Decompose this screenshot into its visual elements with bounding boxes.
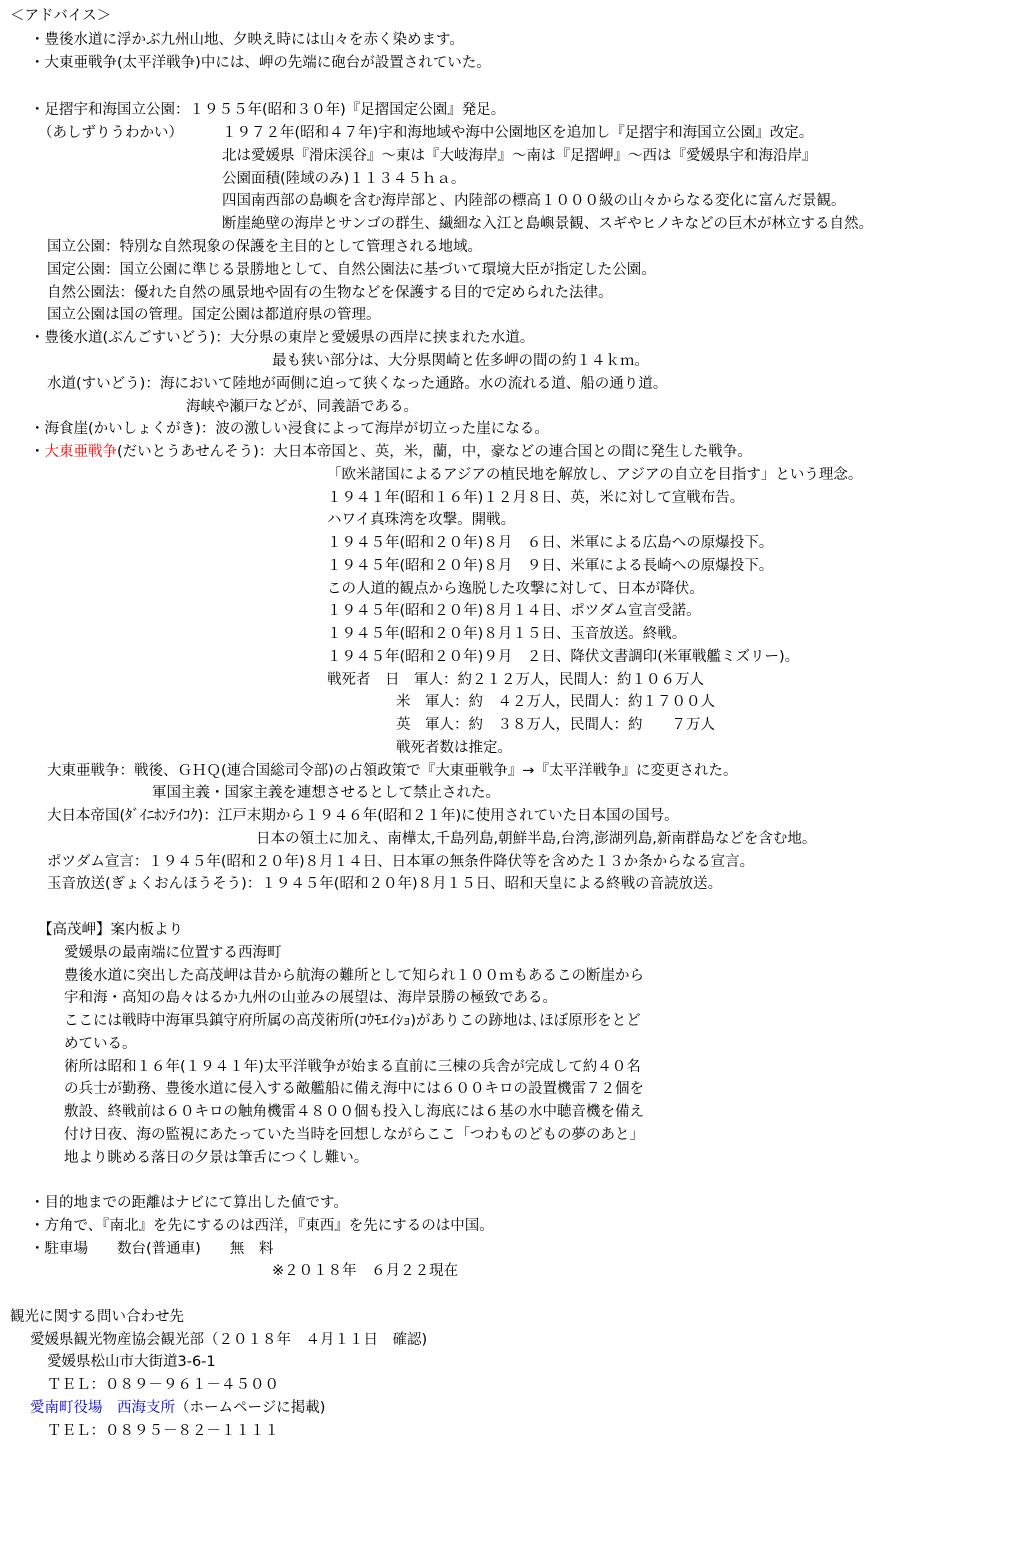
war-definition [30, 442, 752, 462]
def-empire-territory: 日本の領土に加え、南樺太,千島列島,朝鮮半島,台湾,澎湖列島,新南群島などを含む地。 [256, 831, 817, 847]
war-nagasaki: １９４５年(昭和２０年)８月 ９日、米軍による長崎への原爆投下。 [327, 558, 774, 574]
signboard-line: ここには戦時中海軍呉鎮守府所属の高茂術所(ｺｳﾓｴｲｼｮ)がありこの跡地は､ほぼ原形をとど [64, 1013, 641, 1029]
town-office-link[interactable]: 愛南町役場 西海支所 [30, 1400, 175, 1416]
def-potsdam: ポツダム宣言：１９４５年(昭和２０年)８月１４日、日本軍の無条件降伏等を含めた１３か条からなる宣言。 [47, 854, 755, 870]
casualties-us: 米 軍人：約 ４２万人，民間人：約１７００人 [396, 694, 715, 710]
signboard-line: 付け日夜、海の監視にあたっていた当時を回想しながらここ「つわものどもの夢のあと」 [64, 1127, 644, 1143]
war-surrender: この人道的観点から逸脱した攻撃に対して、日本が降伏。 [327, 581, 704, 597]
contact-town-office [30, 1398, 325, 1418]
signboard-line: めている。 [64, 1036, 137, 1052]
signboard-line: の兵士が勤務、豊後水道に侵入する敵艦船に備え海中には６００キロの設置機雷７２個を [64, 1081, 644, 1097]
def-suido: 水道(すいどう)：海において陸地が両側に迫って狭くなった通路。水の流れる道、船の通り道。 [47, 376, 668, 392]
park-area: 公園面積(陸域のみ)１１３４５ｈａ。 [222, 171, 466, 187]
def-gyokuon: 玉音放送(ぎょくおんほうそう)：１９４５年(昭和２０年)８月１５日、昭和天皇による終戦の音読放送。 [47, 876, 723, 892]
signboard-line: 地より眺める落日の夕景は筆舌につくし難い。 [64, 1150, 369, 1166]
signboard-heading: 【高茂岬】案内板より [38, 922, 183, 938]
def-suido-synonyms: 海峡や瀬戸などが、同義語である。 [186, 399, 418, 415]
town-office-note: （ホームページに掲載) [175, 1400, 326, 1416]
contact-address: 愛媛県松山市大街道3-6-1 [47, 1354, 216, 1370]
war-instrument-signed: １９４５年(昭和２０年)９月 ２日、降伏文書調印(米軍戦艦ミズリー)。 [327, 649, 800, 665]
park-extent: 北は愛媛県『滑床渓谷』～東は『大岐海岸』～南は『足摺岬』～西は『愛媛県宇和海沿岸』 [222, 148, 817, 164]
contact-heading: 観光に関する問い合わせ先 [10, 1309, 184, 1325]
war-potsdam-accepted: １９４５年(昭和２０年)８月１４日、ポツダム宣言受諾。 [327, 603, 701, 619]
casualties-japan: 戦死者 日 軍人：約２１２万人，民間人：約１０６万人 [327, 672, 704, 688]
war-ideal: 「欧米諸国によるアジアの植民地を解放し、アジアの自立を目指す」という理念。 [327, 467, 863, 483]
park-established: ・足摺宇和海国立公園：１９５５年(昭和３０年)『足摺国定公園』発足。 [30, 102, 506, 118]
war-broadcast: １９４５年(昭和２０年)８月１５日、玉音放送。終戦。 [327, 626, 687, 642]
def-quasi-national-park: 国定公園：国立公園に準じる景勝地として、自然公園法に基づいて環境大臣が指定した公園。 [47, 262, 656, 278]
def-sea-cliff: ・海食崖(かいしょくがき)：波の激しい浸食によって海岸が切立った崖になる。 [30, 421, 549, 437]
def-natural-parks-act: 自然公園法：優れた自然の風景地や固有の生物などを保護する目的で定められた法律。 [47, 285, 613, 301]
note-as-of-date: ※２０１８年 ６月２２現在 [272, 1263, 459, 1279]
casualties-uk: 英 軍人：約 ３８万人，民間人：約 ７万人 [396, 717, 715, 733]
advice-heading: ＜アドバイス＞ [10, 8, 112, 24]
park-landscape: 四国南西部の島嶼を含む海岸部と、内陸部の標高１０００級の山々からなる変化に富んだ景観。 [222, 193, 846, 209]
def-empire: 大日本帝国(ﾀﾞｲﾆﾎﾝﾃｲｺｸ)：江戸末期から１９４６年(昭和２１年)に使用されていた日本国の国号。 [47, 808, 679, 824]
def-national-park: 国立公園：特別な自然現象の保護を主目的として管理される地域。 [47, 239, 482, 255]
war-name-change: 大東亜戦争：戦後、ＧＨＱ(連合国総司令部)の占領政策で『大東亜戦争』→『太平洋戦争』に変更された。 [47, 763, 738, 779]
war-name-banned: 軍国主義・国家主義を連想させるとして禁止された。 [152, 785, 500, 801]
note-parking: ・駐車場 数台(普通車) 無 料 [30, 1241, 274, 1257]
war-definition-text: (だいとうあせんそう)：大日本帝国と、英，米，蘭，中，豪などの連合国との間に発生した戦争。 [117, 444, 752, 460]
casualties-note: 戦死者数は推定。 [396, 740, 512, 756]
def-park-management: 国立公園は国の管理。国定公園は都道府県の管理。 [47, 307, 381, 323]
advice-bullet-battery: ・大東亜戦争(太平洋戦争)中には、岬の先端に砲台が設置されていた。 [30, 55, 491, 71]
signboard-line: 敷設、終戦前は６０キロの触角機雷４８００個も投入し海底には６基の水中聴音機を備え [64, 1104, 644, 1120]
contact-org-tourism: 愛媛県観光物産協会観光部（２０１８年 ４月１１日 確認) [30, 1332, 428, 1348]
park-reading: （あしずりうわかい） [38, 125, 183, 141]
bungo-channel-narrowest: 最も狭い部分は、大分県関崎と佐多岬の間の約１４ｋｍ。 [272, 353, 649, 369]
signboard-line: 豊後水道に突出した高茂岬は昔から航海の難所として知られ１００ｍもあるこの断崖から [64, 968, 644, 984]
note-distance: ・目的地までの距離はナビにて算出した値です。 [30, 1195, 348, 1211]
bungo-channel: ・豊後水道(ぶんごすいどう)：大分県の東岸と愛媛県の西岸に挟まれた水道。 [30, 330, 535, 346]
signboard-line: 術所は昭和１６年(１９４１年)太平洋戦争が始まる直前に三棟の兵舎が完成して約４０名 [64, 1059, 641, 1075]
signboard-line: 宇和海・高知の島々はるか九州の山並みの展望は、海岸景勝の極致である。 [64, 990, 557, 1006]
war-declaration: １９４１年(昭和１６年)１２月８日、英，米に対して宣戦布告。 [327, 490, 745, 506]
advice-bullet-sunset: ・豊後水道に浮かぶ九州山地、夕映え時には山々を赤く染めます。 [30, 32, 464, 48]
park-revised: １９７２年(昭和４７年)宇和海地域や海中公園地区を追加し『足摺宇和海国立公園』改定。 [222, 125, 814, 141]
contact-phone-town-office: ＴＥＬ：０８９５－８２－１１１１ [47, 1423, 279, 1439]
contact-phone-tourism: ＴＥＬ：０８９－９６１－４５００ [47, 1377, 279, 1393]
war-term-highlight: 大東亜戦争 [44, 444, 117, 460]
signboard-line: 愛媛県の最南端に位置する西海町 [64, 945, 282, 961]
war-pearl-harbor: ハワイ真珠湾を攻撃。開戦。 [327, 512, 516, 528]
park-nature: 断崖絶壁の海岸とサンゴの群生、繊細な入江と島嶼景観、スギやヒノキなどの巨木が林立する自然。 [222, 216, 874, 232]
note-direction: ・方角で、『南北』を先にするのは西洋，『東西』を先にするのは中国。 [30, 1218, 494, 1234]
war-bullet: ・ [30, 444, 45, 460]
war-hiroshima: １９４５年(昭和２０年)８月 ６日、米軍による広島への原爆投下。 [327, 535, 774, 551]
